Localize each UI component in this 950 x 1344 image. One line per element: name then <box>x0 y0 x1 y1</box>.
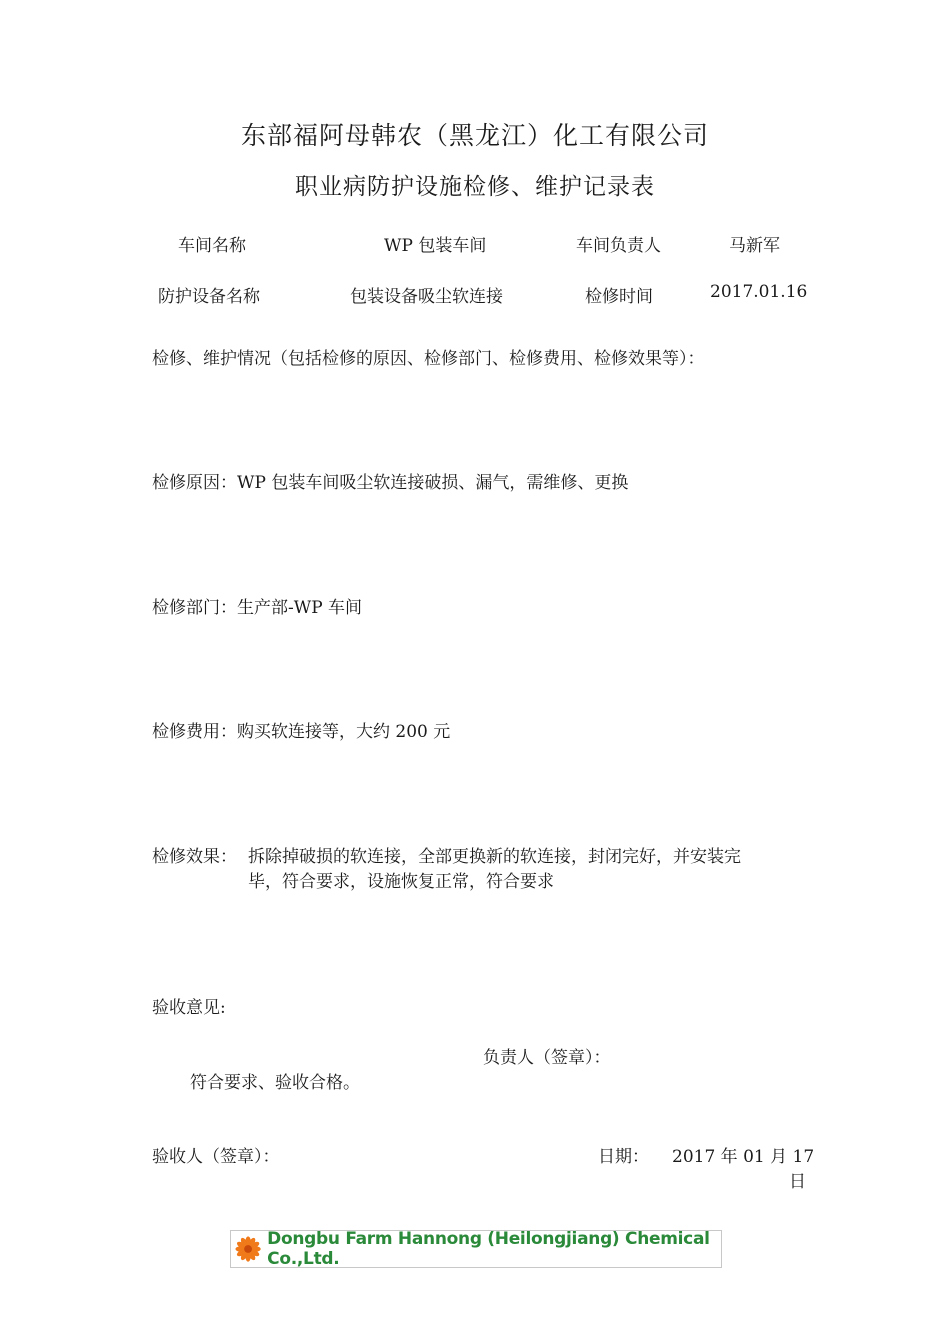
company-logo-banner <box>230 1230 722 1268</box>
dept-line <box>152 593 362 618</box>
date-label: 日期： <box>598 1147 649 1167</box>
workshop-label: 车间名称 <box>178 236 246 256</box>
effect-label: 检修效果： <box>152 847 237 867</box>
responsible-signature-label: 负责人（签章）： <box>483 1048 611 1068</box>
dept-value: 生产部-WP 车间 <box>237 598 363 618</box>
manager-value: 马新军 <box>729 236 780 256</box>
page-title-form: 职业病防护设施检修、维护记录表 <box>295 174 655 200</box>
effect-line-1: 拆除掉破损的软连接，全部更换新的软连接，封闭完好，并安装完 <box>248 847 741 867</box>
inspector-signature-label: 验收人（签章）： <box>152 1147 280 1167</box>
page-title-company: 东部福阿母韩农（黑龙江）化工有限公司 <box>240 121 709 150</box>
opinion-label: 验收意见: <box>152 998 226 1018</box>
maintenance-intro: 检修、维护情况（包括检修的原因、检修部门、检修费用、检修效果等）： <box>152 349 705 369</box>
effect-line-2: 毕，符合要求，设施恢复正常，符合要求 <box>248 872 554 892</box>
time-value: 2017.01.16 <box>710 282 808 302</box>
logo-text: Dongbu Farm Hannong (Heilongjiang) Chemical Co.,Ltd. <box>267 1229 710 1269</box>
cost-label: 检修费用： <box>152 722 237 742</box>
equipment-value: 包装设备吸尘软连接 <box>350 287 503 307</box>
reason-line <box>152 468 628 493</box>
equipment-label: 防护设备名称 <box>158 287 260 307</box>
workshop-value: WP 包装车间 <box>384 236 487 256</box>
time-label: 检修时间 <box>585 287 653 307</box>
cost-line <box>152 717 450 742</box>
sunflower-logo-icon <box>235 1234 261 1264</box>
opinion-value: 符合要求、验收合格。 <box>190 1073 360 1093</box>
date-suffix: 日 <box>789 1172 806 1192</box>
manager-label: 车间负责人 <box>576 236 661 256</box>
dept-label: 检修部门： <box>152 598 237 618</box>
cost-value: 购买软连接等，大约 200 元 <box>237 722 451 742</box>
reason-label: 检修原因： <box>152 473 237 493</box>
reason-value: WP 包装车间吸尘软连接破损、漏气，需维修、更换 <box>237 473 629 493</box>
date-value: 2017 年 01 月 17 <box>672 1147 815 1167</box>
